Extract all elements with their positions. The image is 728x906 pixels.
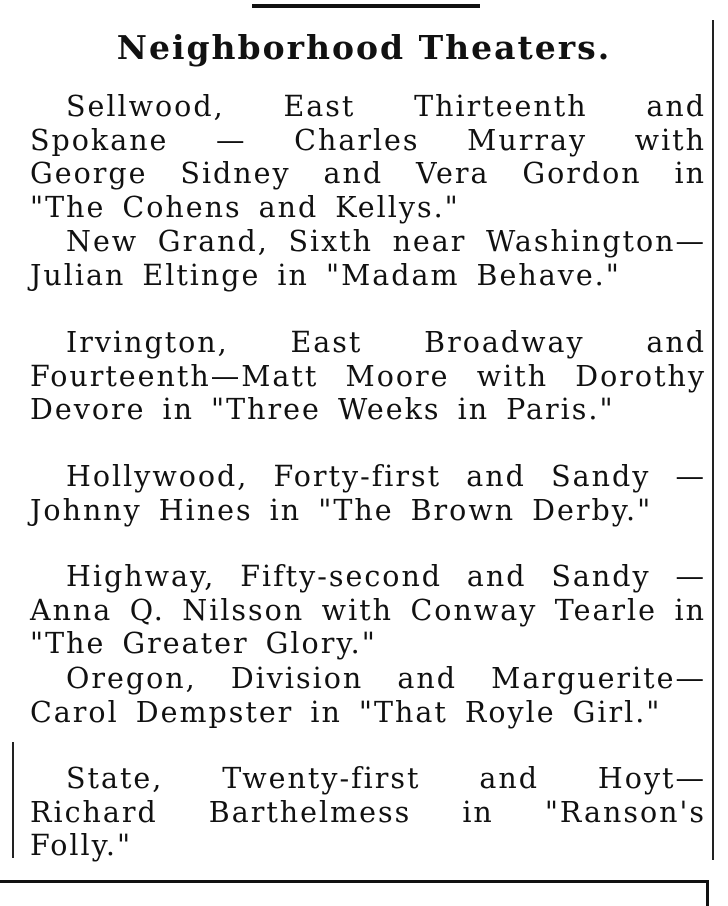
theater-listing-irvington: Irvington, East Broadway and Fourteenth—Matt Moore with Dorothy Devore in "Three Weeks in Paris." xyxy=(30,326,706,426)
article-heading: Neighborhood Theaters. xyxy=(116,28,612,67)
bottom-rule-corner xyxy=(706,880,709,906)
left-column-rule xyxy=(12,742,14,858)
top-column-rule xyxy=(252,4,480,8)
theater-listing-sellwood: Sellwood, East Thirteenth and Spokane — Charles Murray with George Sidney and Vera Gordon in "The Cohens and Kellys." xyxy=(30,90,706,224)
right-column-rule xyxy=(712,20,714,860)
theater-listing-hollywood: Hollywood, Forty-first and Sandy —Johnny Hines in "The Brown Derby." xyxy=(30,460,706,527)
theater-listing-oregon: Oregon, Division and Marguerite— Carol Dempster in "That Royle Girl." xyxy=(30,662,706,729)
theater-listing-state: State, Twenty-first and Hoyt— Richard Barthelmess in "Ranson's Folly." xyxy=(30,762,706,862)
theater-listing-new-grand: New Grand, Sixth near Washington—Julian Eltinge in "Madam Behave." xyxy=(30,225,706,292)
theater-listing-highway: Highway, Fifty-second and Sandy —Anna Q. Nilsson with Conway Tearle in "The Greater Glory." xyxy=(30,560,706,660)
bottom-column-rule xyxy=(0,880,708,883)
